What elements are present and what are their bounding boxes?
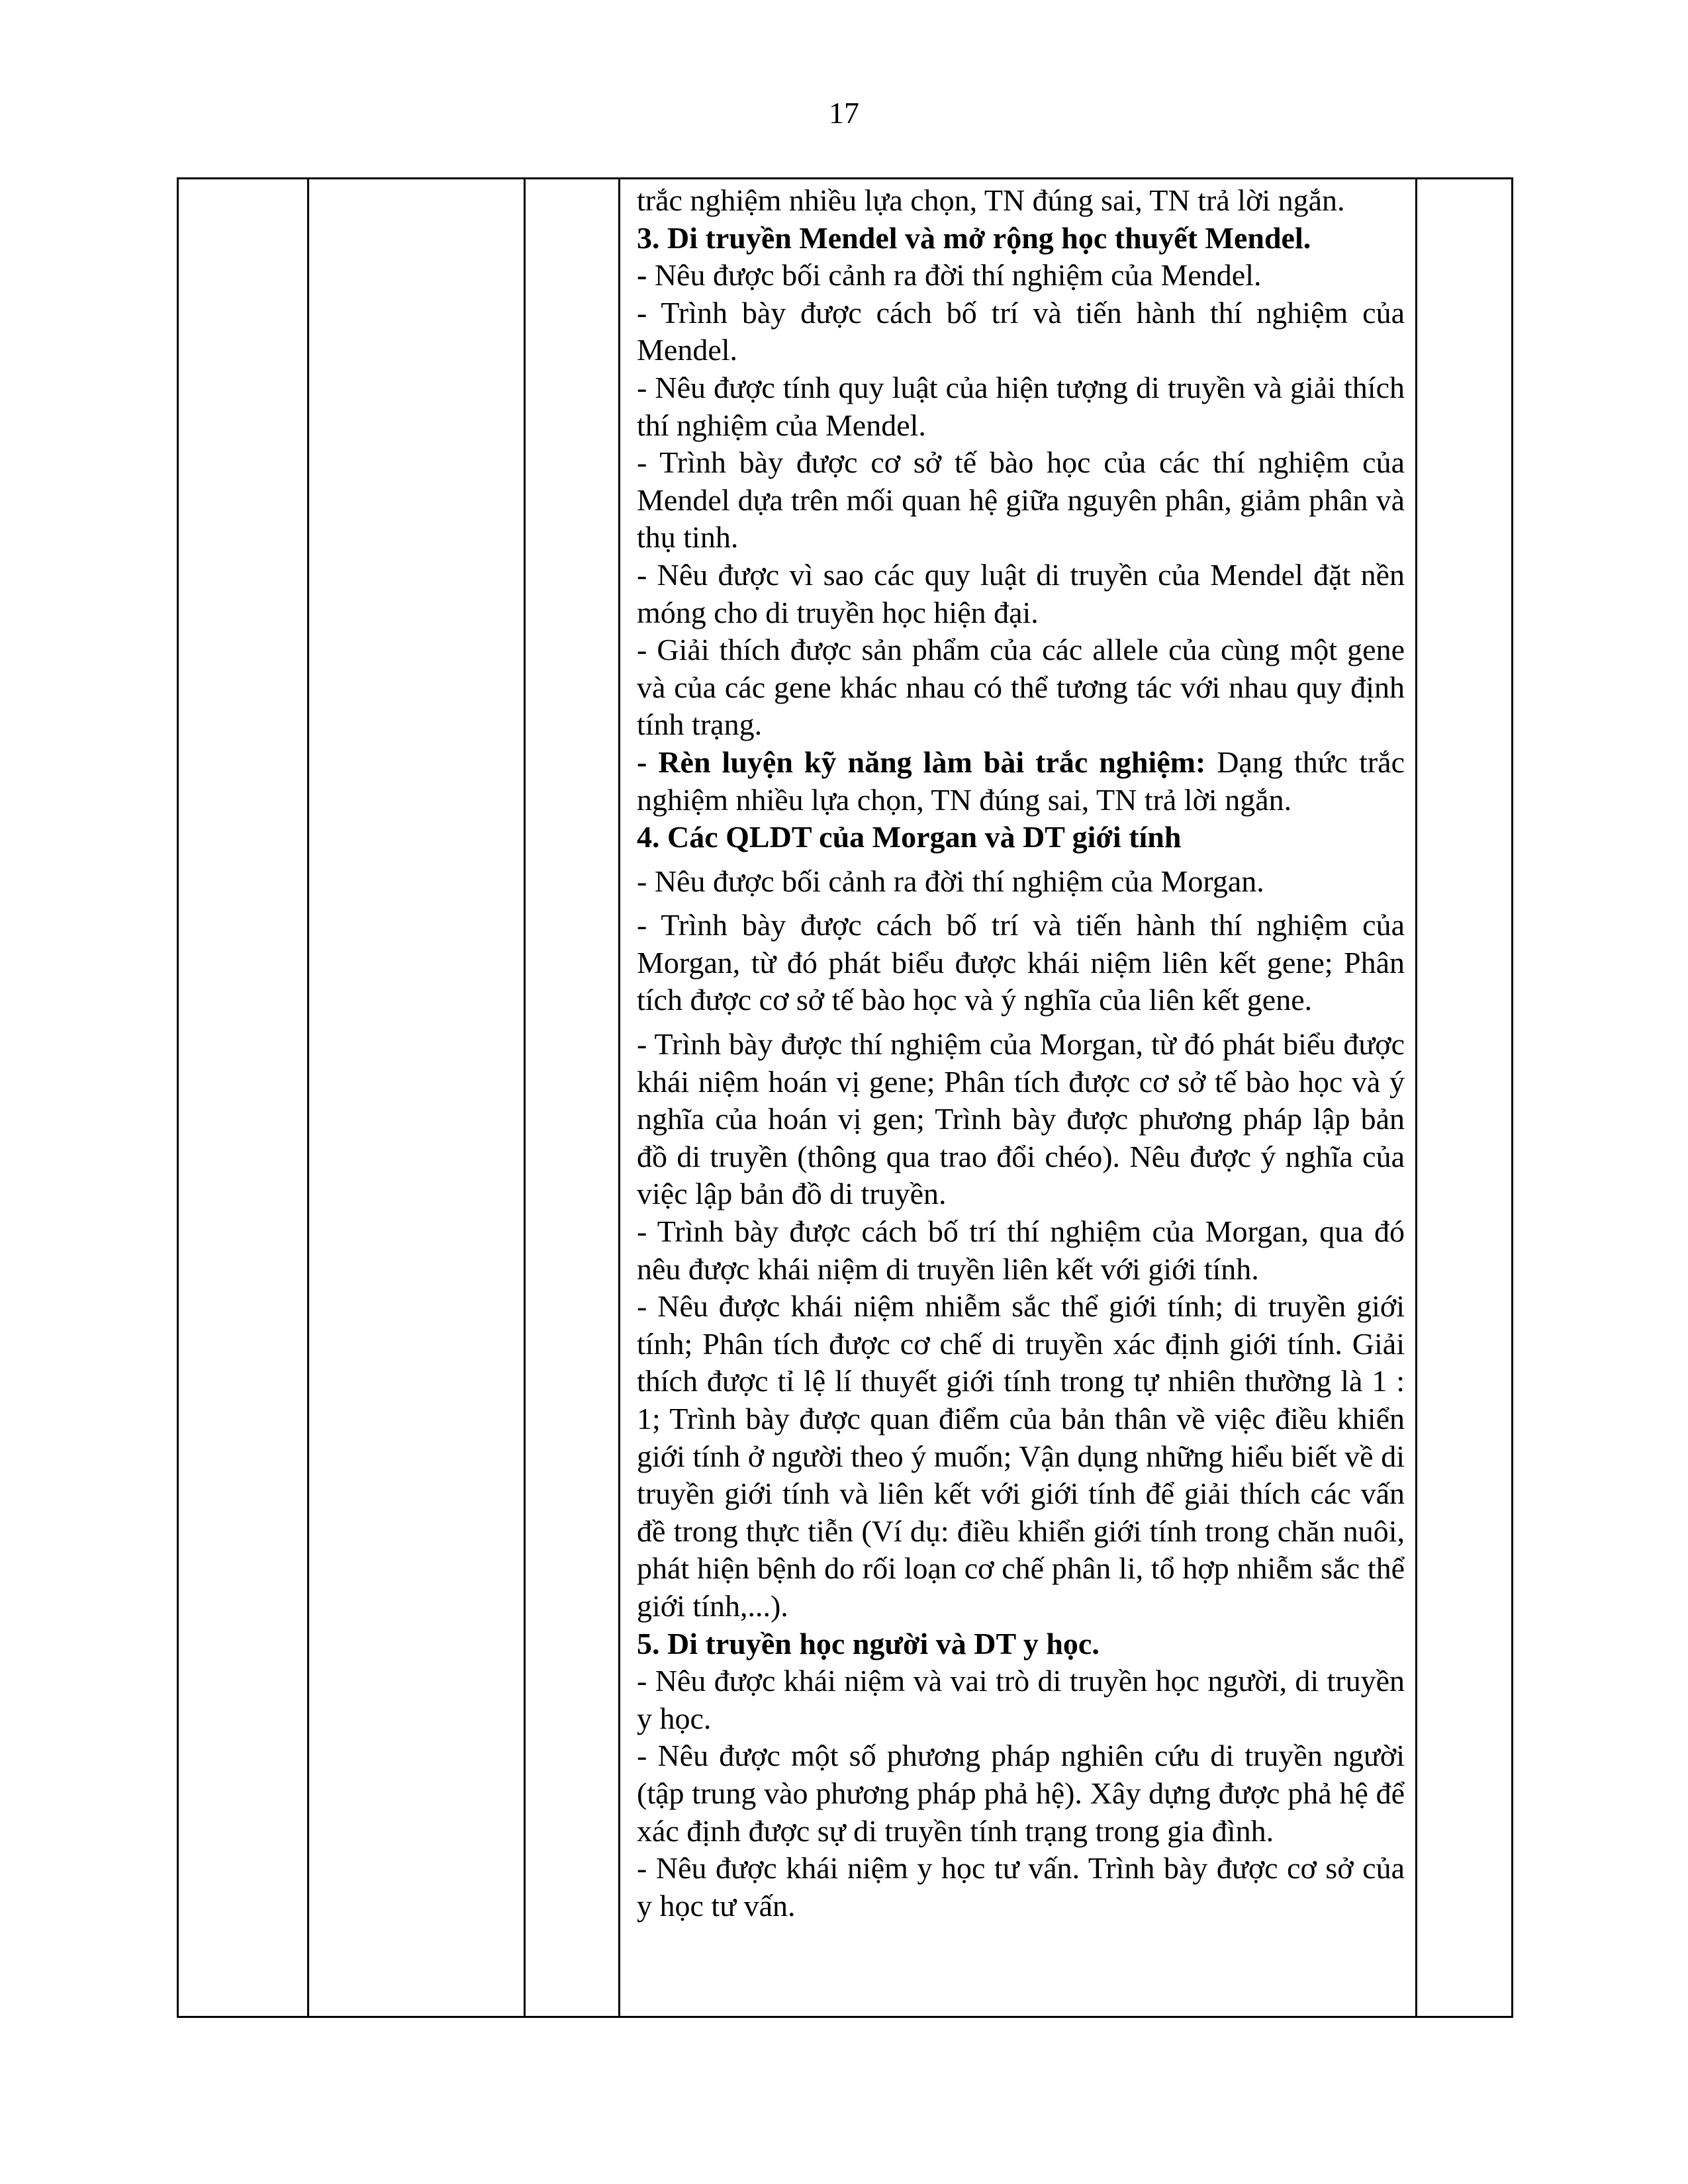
section-5-heading: 5. Di truyền học người và DT y học.: [637, 1626, 1100, 1661]
section-4-item: - Trình bày được cách bố trí và tiến hành thí nghiệm của Morgan, từ đó phát biểu được khái niệm liên kết gene; Phân tích được cơ sở tế bào học và ý nghĩa của liên kết gene.: [637, 908, 1405, 1017]
section-4-item: - Nêu được khái niệm nhiễm sắc thể giới tính; di truyền giới tính; Phân tích được cơ chế di truyền xác định giới tính. Giải thích được tỉ lệ lí thuyết giới tính trong tự nhiên thường là 1 : 1; Trình bày được quan điểm của bản thân về việc điều khiển giới tính ở người theo ý muốn; Vận dụng những hiểu biết về di truyền giới tính và liên kết với giới tính để giải thích các vấn đề trong thực tiễn (Ví dụ: điều khiển giới tính trong chăn nuôi, phát hiện bệnh do rối loạn cơ chế phân li, tổ hợp nhiễm sắc thể giới tính,...).: [637, 1289, 1405, 1623]
skill-text: Dạng thức trắc nghiệm nhiều lựa chọn, TN đúng sai, TN trả lời ngắn.: [637, 745, 1405, 817]
section-3-heading: 3. Di truyền Mendel và mở rộng học thuyết Mendel.: [637, 220, 1311, 255]
section-5-item: - Nêu được một số phương pháp nghiên cứu di truyền người (tập trung vào phương pháp phả hệ). Xây dựng được phả hệ để xác định được sự di truyền tính trạng trong gia đình.: [637, 1739, 1405, 1848]
section-3-item: - Nêu được vì sao các quy luật di truyền của Mendel đặt nền móng cho di truyền học hiện đại.: [637, 557, 1405, 629]
section-3-skill: [637, 744, 1405, 819]
column-divider: [618, 179, 620, 2016]
section-4-heading: 4. Các QLDT của Morgan và DT giới tính: [637, 820, 1182, 854]
section-5-item: - Nêu được khái niệm và vai trò di truyền học người, di truyền y học.: [637, 1664, 1405, 1735]
section-3-item: - Trình bày được cách bố trí và tiến hành thí nghiệm của Mendel.: [637, 295, 1405, 367]
column-divider: [524, 179, 526, 2016]
content-table: [177, 177, 1513, 2018]
content-cell: [637, 182, 1405, 1925]
section-3-item: - Nêu được bối cảnh ra đời thí nghiệm của Mendel.: [637, 258, 1262, 293]
section-4-item: - Nêu được bối cảnh ra đời thí nghiệm của Morgan.: [637, 864, 1264, 898]
section-4-item: - Trình bày được cách bố trí thí nghiệm của Morgan, qua đó nêu được khái niệm di truyền liên kết với giới tính.: [637, 1214, 1405, 1286]
section-3-item: - Trình bày được cơ sở tế bào học của các thí nghiệm của Mendel dựa trên mối quan hệ giữa nguyên phân, giảm phân và thụ tinh.: [637, 445, 1405, 555]
skill-label: - Rèn luyện kỹ năng làm bài trắc nghiệm:: [637, 745, 1206, 779]
column-divider: [307, 179, 309, 2016]
column-divider: [1415, 179, 1417, 2016]
section-4-item: - Trình bày được thí nghiệm của Morgan, từ đó phát biểu được khái niệm hoán vị gene; Phân tích được cơ sở tế bào học và ý nghĩa của hoán vị gen; Trình bày được phương pháp lập bản đồ di truyền (thông qua trao đổi chéo). Nêu được ý nghĩa của việc lập bản đồ di truyền.: [637, 1027, 1405, 1211]
page-number: 17: [829, 96, 859, 130]
section-3-item: - Nêu được tính quy luật của hiện tượng di truyền và giải thích thí nghiệm của Mendel.: [637, 370, 1405, 442]
section-3-item: - Giải thích được sản phẩm của các allele của cùng một gene và của các gene khác nhau có thể tương tác với nhau quy định tính trạng.: [637, 633, 1405, 742]
intro-line: trắc nghiệm nhiều lựa chọn, TN đúng sai, TN trả lời ngắn.: [637, 183, 1345, 217]
section-5-item: - Nêu được khái niệm y học tư vấn. Trình bày được cơ sở của y học tư vấn.: [637, 1851, 1405, 1923]
